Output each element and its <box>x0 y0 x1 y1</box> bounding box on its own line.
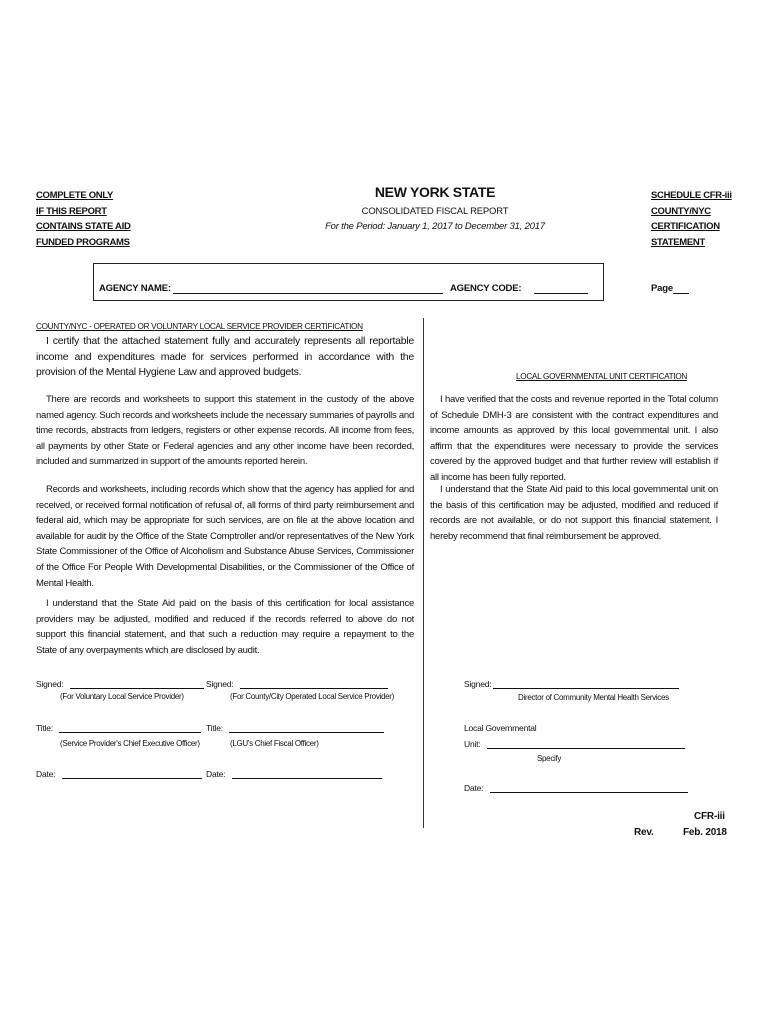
unit-label: Unit: <box>464 739 481 749</box>
date-label: Date: <box>36 769 56 779</box>
county-title-field[interactable] <box>206 723 384 733</box>
signature-line[interactable] <box>70 688 204 689</box>
page-number-field[interactable] <box>651 283 689 294</box>
local-governmental-label: Local Governmental <box>464 723 537 733</box>
specify-caption: Specify <box>537 754 562 763</box>
agency-code-line[interactable] <box>534 293 588 294</box>
schedule-line: STATEMENT <box>651 236 705 248</box>
county-date-field[interactable] <box>206 769 382 779</box>
signed-label: Signed: <box>206 679 234 689</box>
county-provider-caption: (For County/City Operated Local Service Provider) <box>230 692 395 701</box>
lgu-cfo-caption: (LGU's Chief Fiscal Officer) <box>230 739 319 748</box>
director-caption: Director of Community Mental Health Services <box>518 693 669 702</box>
report-period: For the Period: January 1, 2017 to December 31, 2017 <box>325 221 545 232</box>
page-number-line[interactable] <box>673 293 689 294</box>
header-left-line: COMPLETE ONLY <box>36 190 114 201</box>
lgu-certification-paragraph-1: I have verified that the costs and revenue reported in the Total column of Schedule DMH-3 are consistent with the contract expenditures and income amounts as approved by this local governmental unit. I also affirm that the expenditures were necessary to provide the services covered by the approved budget and that further review will establish if all income has been fully reported. <box>430 394 718 483</box>
date-label: Date: <box>464 783 484 793</box>
header-left-line: FUNDED PROGRAMS <box>36 236 130 248</box>
revision-date: Feb. 2018 <box>683 827 727 838</box>
date-line[interactable] <box>490 792 688 793</box>
voluntary-provider-caption: (For Voluntary Local Service Provider) <box>60 692 184 701</box>
title-label: Title: <box>36 723 53 733</box>
lgu-signed-field[interactable] <box>464 679 679 689</box>
form-id: CFR-iii <box>694 811 725 822</box>
revision-label: Rev. <box>634 827 654 838</box>
agency-name-field[interactable] <box>99 283 443 294</box>
voluntary-signed-field[interactable] <box>36 679 204 689</box>
agency-box <box>93 263 604 301</box>
date-line[interactable] <box>62 778 202 779</box>
schedule-line: COUNTY/NYC <box>651 205 711 217</box>
column-divider <box>423 318 424 828</box>
provider-certification-paragraph-1: I certify that the attached statement fully and accurately represents all reportable income and expenditures made for services performed in accordance with the provision of the Mental Hygiene Law and approved budgets. <box>36 335 414 379</box>
unit-line[interactable] <box>487 748 685 749</box>
agency-name-line[interactable] <box>173 293 443 294</box>
header-left-note <box>36 188 131 250</box>
title-label: Title: <box>206 723 223 733</box>
page-label: Page <box>651 283 673 294</box>
title-line[interactable] <box>229 732 384 733</box>
lgu-certification-paragraph-2: I understand that the State Aid paid to this local governmental unit on the basis of this certification may be adjusted, modified and reduced if records are not available, or do not support this financial statement. I hereby recommend that final reimbursement be approved. <box>430 484 718 542</box>
schedule-label <box>651 188 732 250</box>
header-left-line: IF THIS REPORT <box>36 205 107 217</box>
report-subtitle: CONSOLIDATED FISCAL REPORT <box>361 206 509 217</box>
signed-label: Signed: <box>464 679 492 689</box>
title-line[interactable] <box>59 732 201 733</box>
agency-name-label: AGENCY NAME: <box>99 283 171 294</box>
page-title: NEW YORK STATE <box>374 184 496 200</box>
signature-line[interactable] <box>240 688 388 689</box>
header-left-line: CONTAINS STATE AID <box>36 221 131 232</box>
provider-certification-paragraph-4: I understand that the State Aid paid on the basis of this certification for local assistance providers may be adjusted, modified and reduced if the records referred to above do not support this financial statement, and that such a reduction may require a repayment to the State of any overpayments which are disclosed by audit. <box>36 598 414 656</box>
provider-ceo-caption: (Service Provider's Chief Executive Officer) <box>60 739 200 748</box>
county-signed-field[interactable] <box>206 679 388 689</box>
agency-code-label: AGENCY CODE: <box>450 283 522 294</box>
date-line[interactable] <box>232 778 382 779</box>
provider-certification-paragraph-2: There are records and worksheets to support this statement in the custody of the above named agency. Such records and worksheets include the necessary summaries of payrolls and time records, abstracts from ledgers, registers or other expense records. All income from fees, all payments by other State or Federal agencies and any other income have been recorded, included and summarized in support of the amounts reported herein. <box>36 394 414 468</box>
signed-label: Signed: <box>36 679 64 689</box>
lgu-unit-field[interactable] <box>464 739 685 749</box>
schedule-line: SCHEDULE CFR-iii <box>651 190 732 201</box>
signature-line[interactable] <box>493 688 679 689</box>
lgu-certification-heading: LOCAL GOVERNMENTAL UNIT CERTIFICATION <box>516 372 688 381</box>
schedule-line: CERTIFICATION <box>651 221 720 232</box>
lgu-date-field[interactable] <box>464 783 688 793</box>
date-label: Date: <box>206 769 226 779</box>
agency-code-field[interactable] <box>450 283 588 294</box>
provider-certification-heading: COUNTY/NYC - OPERATED OR VOLUNTARY LOCAL SERVICE PROVIDER CERTIFICATION <box>36 322 363 331</box>
voluntary-date-field[interactable] <box>36 769 202 779</box>
voluntary-title-field[interactable] <box>36 723 201 733</box>
provider-certification-paragraph-3: Records and worksheets, including records which show that the agency has applied for and received, or received formal notification of refusal of, all forms of third party reimbursement and federal aid, which may be appropriate for such services, are on file at the above location and available for audit by the Office of the State Comptroller and/or representatives of the New York State Commissioner of the Office of Alcoholism and Substance Abuse Services, Commissioner of the Office For People With Developmental Disabilities, or the Commissioner of the Office of Mental Health. <box>36 484 414 589</box>
